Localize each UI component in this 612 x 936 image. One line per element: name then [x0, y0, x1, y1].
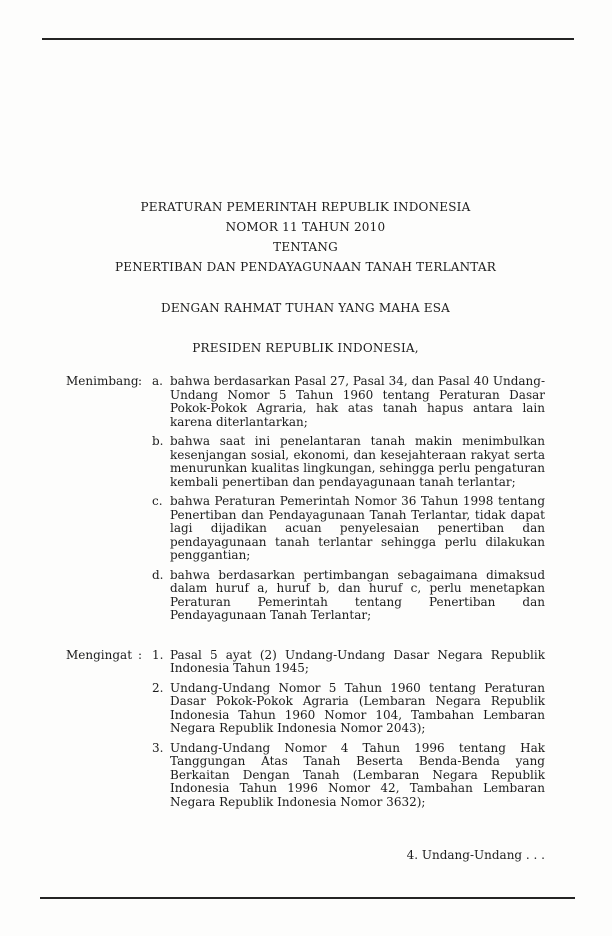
clause-marker: 1.	[152, 647, 164, 662]
mengingat-item-1	[66, 649, 545, 676]
mengingat-item-3	[66, 742, 545, 810]
clause-text: Undang-Undang Nomor 4 Tahun 1996 tentang Hak Tanggungan Atas Tanah Beserta Benda-Benda yang Berkaitan Dengan Tanah (Lembaran Negara Republik Indonesia Tahun 1996 Nomor 42, Tambahan Lembaran Negara Republik Indonesia Nomor 3632);	[170, 740, 545, 809]
document-title-block	[66, 197, 545, 277]
menimbang-label: Menimbang	[66, 374, 139, 388]
clause-marker: d.	[152, 567, 164, 582]
authority-line: PRESIDEN REPUBLIK INDONESIA,	[192, 341, 419, 355]
invocation-line: DENGAN RAHMAT TUHAN YANG MAHA ESA	[161, 301, 450, 315]
menimbang-colon: :	[138, 374, 143, 388]
page-catchword: 4. Undang-Undang . . .	[406, 848, 545, 862]
clause-text: Undang-Undang Nomor 5 Tahun 1960 tentang Peraturan Dasar Pokok-Pokok Agraria (Lembaran Negara Republik Indonesia Tahun 1960 Nomor 104, Tambahan Lembaran Negara Republik Indonesia Nomor 2043);	[170, 680, 545, 735]
menimbang-section	[66, 375, 545, 623]
regulation-subject-line: PENERTIBAN DAN PENDAYAGUNAAN TANAH TERLANTAR	[115, 260, 496, 274]
regulation-tentang-line: TENTANG	[273, 240, 338, 254]
clause-text: bahwa berdasarkan pertimbangan sebagaimana dimaksud dalam huruf a, huruf b, dan huruf c, perlu menetapkan Peraturan Pemerintah tentang Penertiban dan Pendayagunaan Tanah Terlantar;	[170, 567, 545, 622]
clause-text: bahwa saat ini penelantaran tanah makin menimbulkan kesenjangan sosial, ekonomi, dan kesejahteraan rakyat serta menurunkan kualitas lingkungan, sehingga perlu pengaturan kembali penertiban dan pendayagunaan tanah terlantar;	[170, 434, 545, 489]
menimbang-item-c	[66, 495, 545, 563]
document-content	[66, 0, 545, 809]
regulation-title-line: PERATURAN PEMERINTAH REPUBLIK INDONESIA	[140, 200, 471, 214]
regulation-number-line: NOMOR 11 TAHUN 2010	[225, 220, 386, 234]
mengingat-item-2	[66, 682, 545, 736]
clause-marker: 3.	[152, 740, 164, 755]
clause-marker: 2.	[152, 680, 164, 695]
clause-marker: b.	[152, 434, 164, 448]
clause-text: Pasal 5 ayat (2) Undang-Undang Dasar Negara Republik Indonesia Tahun 1945;	[170, 647, 545, 675]
mengingat-label: Mengingat	[66, 647, 133, 662]
menimbang-item-a	[66, 375, 545, 429]
clause-text: bahwa berdasarkan Pasal 27, Pasal 34, dan Pasal 40 Undang-Undang Nomor 5 Tahun 1960 tentang Peraturan Dasar Pokok-Pokok Agraria, hak atas tanah hapus antara lain karena diterlantarkan;	[170, 374, 545, 429]
menimbang-item-d	[66, 569, 545, 623]
clause-marker: c.	[152, 494, 163, 508]
clause-text: bahwa Peraturan Pemerintah Nomor 36 Tahun 1998 tentang Penertiban dan Pendayagunaan Tanah Terlantar, tidak dapat lagi dijadikan acuan penyelesaian penertiban dan pendayagunaan tanah terlantar sehingga perlu dilakukan penggantian;	[170, 494, 545, 562]
menimbang-item-b	[66, 435, 545, 489]
mengingat-section	[66, 649, 545, 810]
mengingat-colon: :	[138, 647, 143, 662]
clause-marker: a.	[152, 374, 163, 388]
page-edge-bottom	[40, 897, 575, 899]
